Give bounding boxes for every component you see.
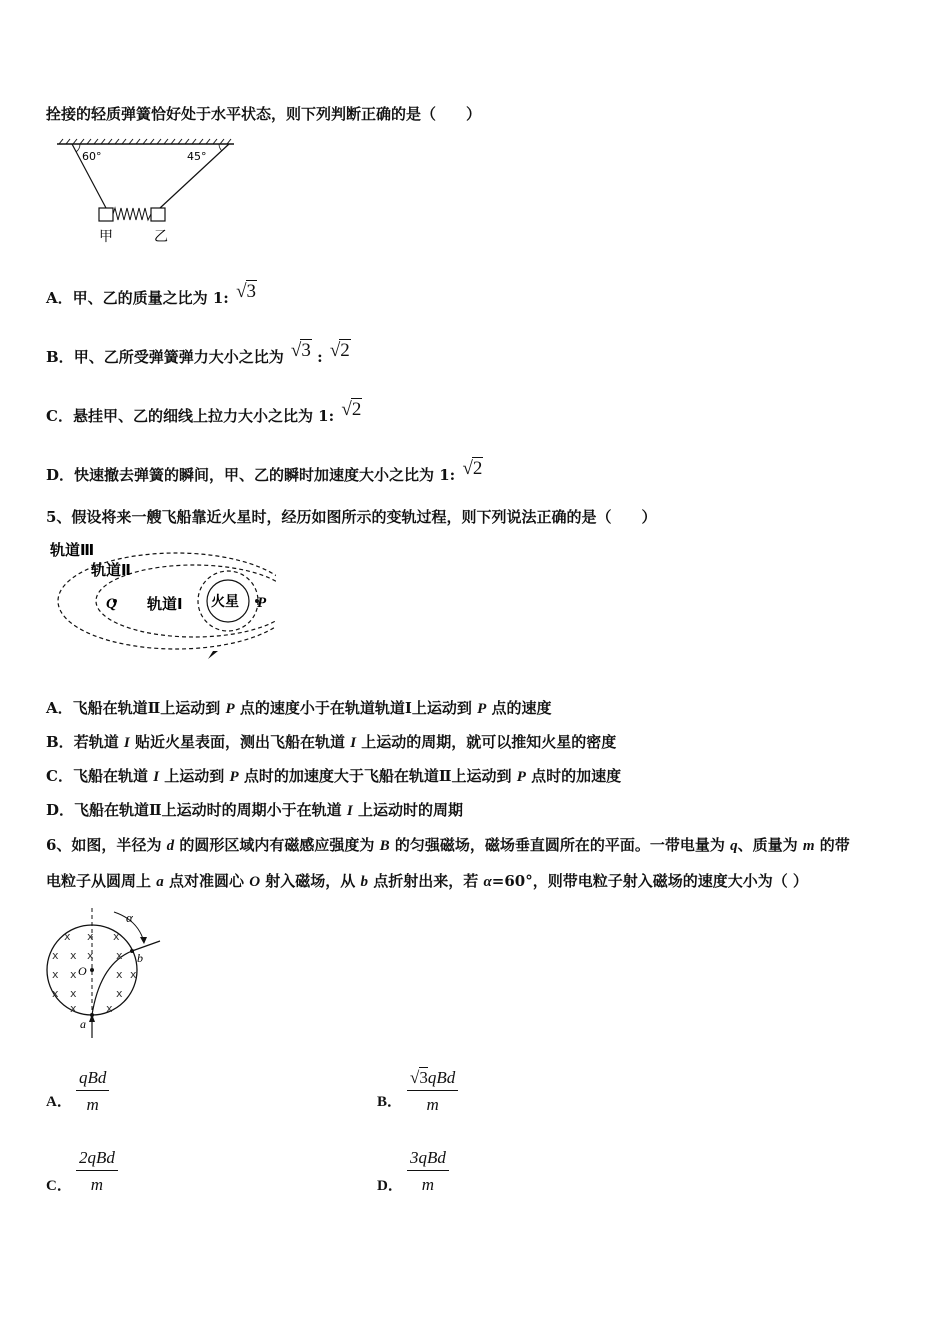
q5-option-a: A．飞船在轨道Ⅱ上运动到 P 点的速度小于在轨道轨道Ⅰ上运动到 P 点的速度 [46,699,552,717]
svg-text:x: x [70,987,77,1000]
q6-option-b-fraction: √3qBd m [407,1068,458,1115]
spring [113,208,151,220]
svg-text:x: x [116,968,123,981]
q6-stem-line1: 6、如图，半径为 d 的圆形区域内有磁感应强度为 B 的匀强磁场，磁场垂直圆所在的平面。一带电量为 q、质量为 m 的带 [46,836,850,854]
sqrt-symbol: √2 [329,340,350,361]
spring-figure [54,138,239,248]
q6-option-a-label: A． [46,1094,72,1110]
svg-text:x: x [87,930,94,943]
orbit-1-label: 轨道Ⅰ [147,595,183,613]
block-jia [99,208,113,221]
alpha-arrow [140,937,147,944]
label-jia: 甲 [99,229,113,245]
svg-text:x: x [116,987,123,1000]
q6-option-c-label: C． [46,1178,72,1194]
sqrt-symbol: √2 [341,399,362,420]
q4-option-b: B．甲、乙所受弹簧弹力大小之比为 √3 : √2 [46,340,350,366]
svg-text:x: x [106,1002,113,1015]
q6-stem-line2: 电粒子从圆周上 a 点对准圆心 O 射入磁场，从 b 点折射出来，若 α=60°，则带电粒子射入磁场的速度大小为（ ） [46,872,808,890]
orbit-arrow [208,651,218,659]
orbit-2-label: 轨道Ⅱ [91,561,131,579]
q5-stem: 5、假设将来一艘飞船靠近火星时，经历如图所示的变轨过程，则下列说法正确的是（ ） [46,508,657,526]
svg-text:x: x [64,930,71,943]
svg-text:x: x [116,949,123,962]
q4-intro: 拴接的轻质弹簧恰好处于水平状态，则下列判断正确的是（ ） [46,105,482,123]
magnetic-field-figure [40,904,165,1044]
sqrt-symbol: √3 [290,340,311,361]
q5-option-b: B．若轨道 I 贴近火星表面，测出飞船在轨道 I 上运动的周期，就可以推知火星的密度 [46,733,617,751]
svg-text:x: x [52,968,59,981]
angle-60-label: 60° [82,150,102,163]
sqrt-symbol: √3 [236,281,256,302]
sqrt-symbol: √ [410,1068,420,1087]
q4-option-d: D．快速撤去弹簧的瞬间，甲、乙的瞬时加速度大小之比为 1: √2 [46,458,483,484]
q5-option-d: D．飞船在轨道Ⅱ上运动时的周期小于在轨道 I 上运动时的周期 [46,801,463,819]
point-a-label: a [80,1017,86,1031]
orbit-figure [46,537,276,667]
svg-text:x: x [52,949,59,962]
q6-option-a-fraction: qBd m [76,1068,109,1115]
q6-option-d-label: D． [377,1178,403,1194]
q6-option-d-fraction: 3qBd m [407,1148,449,1195]
svg-text:x: x [52,987,59,1000]
block-yi [151,208,165,221]
svg-text:x: x [70,968,77,981]
sqrt-symbol: √2 [462,458,483,479]
q4-option-c: C．悬挂甲、乙的细线上拉力大小之比为 1: √2 [46,399,362,425]
q4-option-a: A．甲、乙的质量之比为 1: √3 [46,281,256,307]
q6-option-b-label: B． [377,1094,403,1110]
svg-text:x: x [87,949,94,962]
orbit-3-label: 轨道Ⅲ [50,541,95,559]
angle-45-label: 45° [187,150,207,163]
point-b-label: b [137,951,143,965]
point-q-label: Q [106,596,117,612]
alpha-label: α [126,910,133,925]
svg-text:x: x [70,1002,77,1015]
mars-label: 火星 [211,594,239,610]
q5-option-c: C．飞船在轨道 I 上运动到 P 点时的加速度大于飞船在轨道Ⅱ上运动到 P 点时的加速度 [46,767,622,785]
svg-text:x: x [113,930,120,943]
svg-text:x: x [70,949,77,962]
svg-text:x: x [130,968,137,981]
point-o-label: O [78,964,87,978]
point-p-label: P [257,595,267,611]
q6-option-c-fraction: 2qBd m [76,1148,118,1195]
label-yi: 乙 [154,229,168,245]
